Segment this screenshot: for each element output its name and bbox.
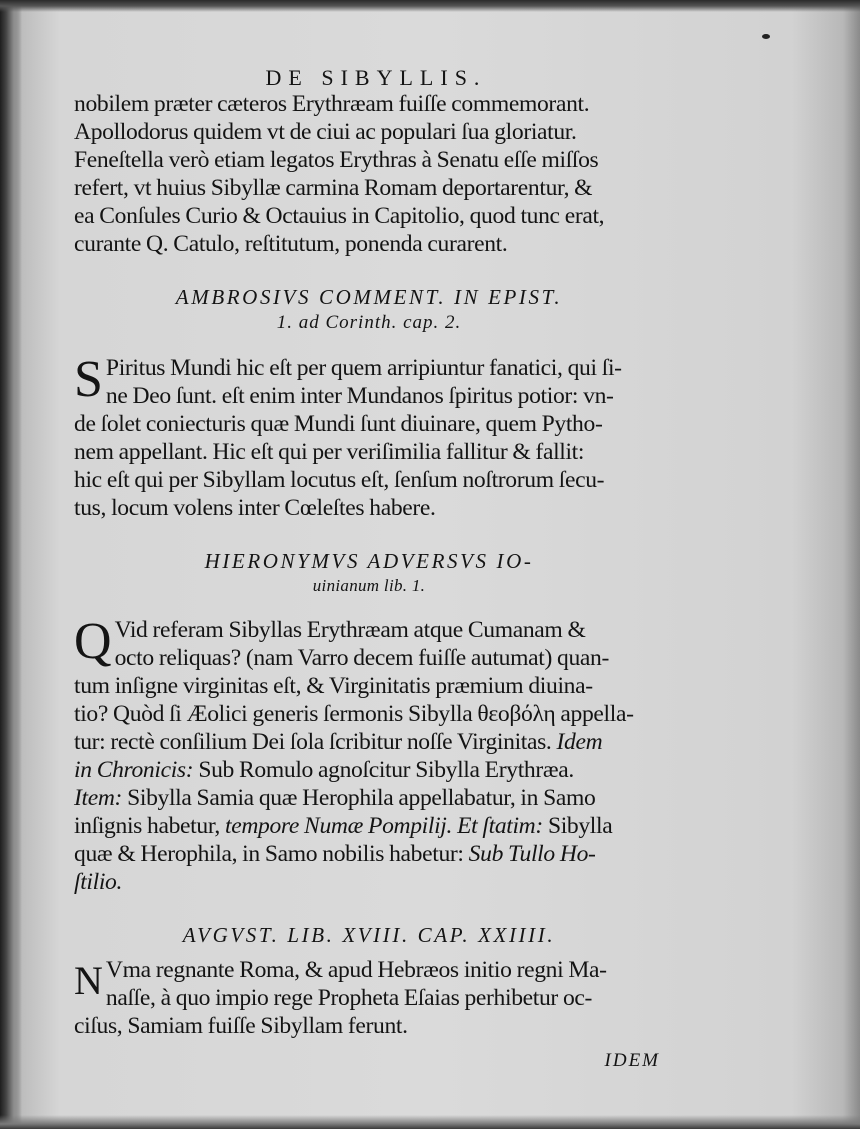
text-line bbox=[74, 812, 664, 840]
text-line: nobilem præter cæteros Erythræam fuiſſe commemorant. bbox=[74, 91, 590, 117]
text-line: Apollodorus quidem vt de ciui ac populari ſua gloriatur. bbox=[74, 119, 577, 145]
text-line: ea Conſules Curio & Octauius in Capitolio, quod tunc erat, bbox=[74, 203, 605, 229]
text-run: Sibylla bbox=[547, 813, 613, 839]
italic-label: Idem bbox=[556, 729, 603, 755]
text-line: refert, vt huius Sibyllæ carmina Romam deportarentur, & bbox=[74, 175, 593, 201]
text-line bbox=[74, 784, 664, 812]
text-line: curante Q. Catulo, reſtitutum, ponenda curarent. bbox=[74, 231, 508, 257]
text-line: nem appellant. Hic eſt qui per veriſimilia fallitur & fallit: bbox=[74, 439, 585, 465]
section-subheading-hieronymus: uinianum lib. 1. bbox=[312, 576, 426, 595]
text-line: Vma regnante Roma, & apud Hebræos initio regni Ma- bbox=[105, 957, 607, 983]
page-top-edge bbox=[0, 0, 860, 12]
text-line: tio? Quòd ſi Æolici generis ſermonis Sibylla θεοβόλη appella- bbox=[74, 701, 634, 727]
page-text bbox=[74, 58, 664, 1072]
italic-label: tempore Numæ Pompilij. bbox=[225, 813, 453, 839]
text-line: Piritus Mundi hic eſt per quem arripiuntur fanatici, qui ſi- bbox=[105, 355, 622, 381]
paragraph-augustinus bbox=[74, 956, 664, 1040]
italic-label: Et ſtatim: bbox=[457, 813, 543, 839]
text-line: ne Deo ſunt. eſt enim inter Mundanos ſpiritus potior: vn- bbox=[105, 383, 614, 409]
drop-cap: Q bbox=[74, 613, 112, 670]
text-run: quæ & Herophila, in Samo nobilis habetur: bbox=[74, 841, 464, 867]
text-line: hic eſt qui per Sibyllam locutus eſt, ſenſum noſtrorum ſecu- bbox=[74, 467, 605, 493]
text-line: Feneſtella verò etiam legatos Erythras à Senatu eſſe miſſos bbox=[74, 147, 599, 173]
text-line: ſtilio. bbox=[74, 869, 123, 895]
italic-label: Sub Tullo Ho- bbox=[468, 841, 596, 867]
text-line bbox=[74, 728, 664, 756]
text-run: tur: rectè conſilium Dei ſola ſcribitur noſſe Virginitas. bbox=[74, 729, 552, 755]
binding-shadow bbox=[0, 0, 22, 1129]
text-line bbox=[74, 840, 664, 868]
paragraph-hieronymus bbox=[74, 613, 664, 896]
ink-spot bbox=[762, 34, 770, 39]
paragraph-block1 bbox=[74, 90, 664, 258]
running-head: DE SIBYLLIS. bbox=[265, 65, 487, 90]
page-bottom-edge bbox=[0, 1115, 860, 1129]
text-line: de ſolet coniecturis quæ Mundi ſunt diuinare, quem Pytho- bbox=[74, 411, 603, 437]
section-heading-augustinus: AVGVST. LIB. XVIII. CAP. XXIIII. bbox=[182, 923, 556, 947]
text-run: inſignis habetur, bbox=[74, 813, 220, 839]
text-line: ciſus, Samiam fuiſſe Sibyllam ferunt. bbox=[74, 1013, 408, 1039]
text-line bbox=[74, 756, 664, 784]
text-line: naſſe, à quo impio rege Propheta Eſaias perhibetur oc- bbox=[105, 985, 593, 1011]
paragraph-ambrosius bbox=[74, 351, 664, 522]
section-subheading-ambrosius: 1. ad Corinth. cap. 2. bbox=[276, 312, 462, 333]
text-run: Sub Romulo agnoſcitur Sibylla Erythræa. bbox=[198, 757, 574, 783]
text-line: octo reliquas? (nam Varro decem fuiſſe autumat) quan- bbox=[114, 645, 609, 671]
italic-label: in Chronicis: bbox=[74, 757, 194, 783]
italic-label: Item: bbox=[74, 785, 123, 811]
text-line: Vid referam Sibyllas Erythræam atque Cumanam & bbox=[114, 617, 586, 643]
text-line: tus, locum volens inter Cœleſtes habere. bbox=[74, 495, 436, 521]
catchword: IDEM bbox=[604, 1050, 660, 1071]
section-heading-hieronymus: HIERONYMVS ADVERSVS IO- bbox=[204, 549, 534, 573]
drop-cap: N bbox=[74, 958, 103, 1003]
text-line: tum inſigne virginitas eſt, & Virginitatis præmium diuina- bbox=[74, 673, 593, 699]
text-run: Sibylla Samia quæ Herophila appellabatur, in Samo bbox=[127, 785, 596, 811]
section-heading-ambrosius: AMBROSIVS COMMENT. IN EPIST. bbox=[175, 285, 563, 309]
drop-cap: S bbox=[74, 351, 103, 408]
